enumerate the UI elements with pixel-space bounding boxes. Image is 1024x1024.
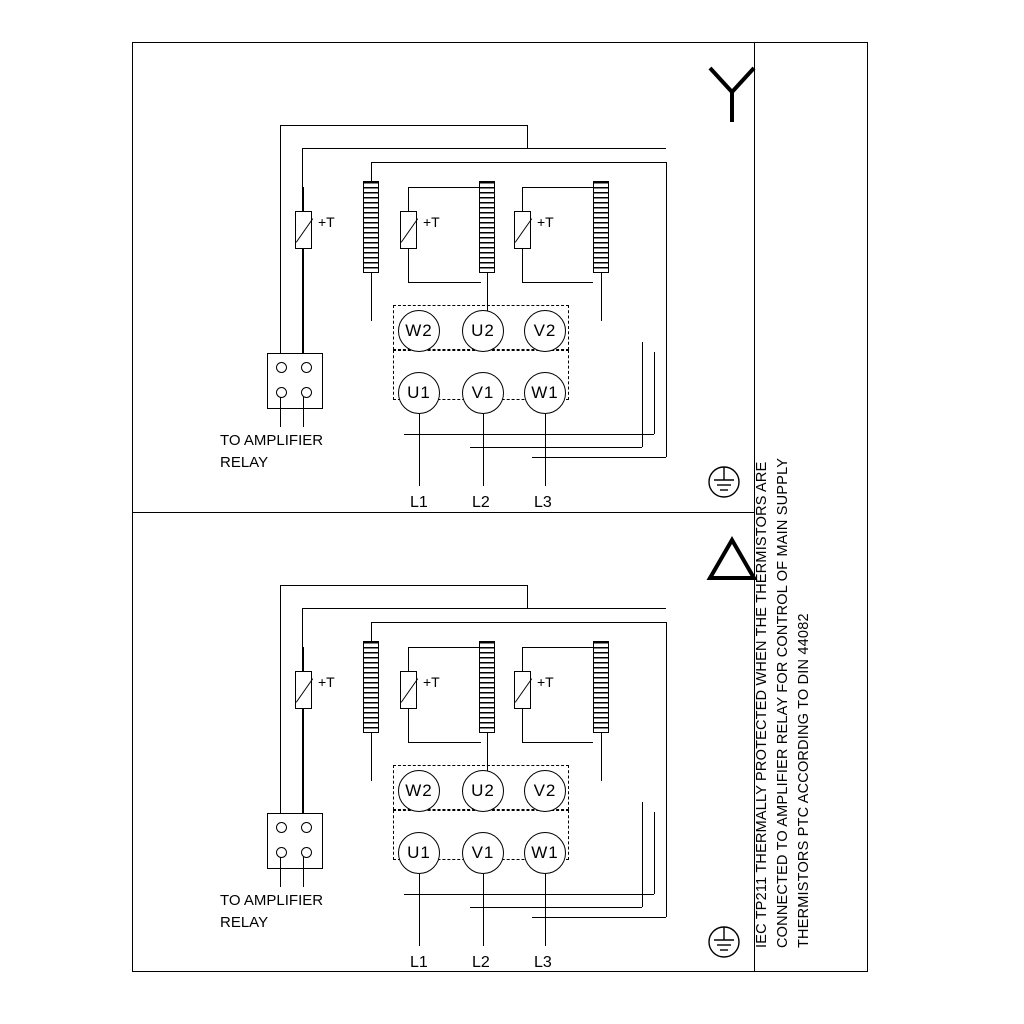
delta-connection-panel [132,512,754,982]
note-column [754,42,868,972]
thermistor-2-bottom-link [408,742,481,743]
phase-l1-lead [419,874,420,946]
coil-3-lead [601,733,602,781]
thermistor-1 [295,211,312,249]
earth-ground-symbol [704,462,744,502]
coil-3-lead [601,273,602,321]
thermistor-2 [400,211,417,249]
thermistor-3-label: +T [537,214,554,230]
relay-terminal-dot-3 [276,387,287,398]
relay-terminal-dot-2 [301,822,312,833]
note-line-2: CONNECTED TO AMPLIFIER RELAY FOR CONTROL OF MAIN SUPPLY [775,457,791,948]
winding-coil-3 [593,181,609,273]
thermistor-3 [514,671,531,709]
amplifier-label-line1: TO AMPLIFIER [220,892,324,909]
note-line-3: THERMISTORS PTC ACCORDING TO DIN 44082 [796,613,812,948]
wire-top-u2 [371,622,666,623]
thermistor-1-label: +T [318,674,335,690]
thermistor-3 [514,211,531,249]
thermistor-1 [295,671,312,709]
amplifier-label-line2: RELAY [220,914,269,931]
wire-top-u2 [371,162,666,163]
delta-connection-symbol [704,532,760,588]
phase-label-l2: L2 [472,494,490,511]
terminal-v2[interactable]: V2 [524,770,566,812]
terminal-v1[interactable]: V1 [462,372,504,414]
thermistor-2-top-link [408,187,481,188]
phase-l1-lead [419,414,420,486]
thermistor-3-top-lead [522,647,523,671]
wire-top-v2 [481,148,666,149]
phase-label-l1: L1 [410,494,428,511]
supply-wire-l1-top [280,585,527,586]
loop-wire-a [404,434,654,435]
amplifier-relay-terminal-block[interactable] [267,813,323,869]
phase-l3-lead [545,874,546,946]
thermistor-3-top-link [522,647,593,648]
phase-l2-lead [483,874,484,946]
thermistor-2-top-lead [408,647,409,671]
thermistor-3-bottom-lead [522,249,523,282]
terminal-v2[interactable]: V2 [524,310,566,352]
winding-coil-2 [479,641,495,733]
loop-wire-b [470,907,642,908]
wire-top-u2-right [666,622,667,917]
terminal-w2[interactable]: W2 [398,310,440,352]
terminal-w1[interactable]: W1 [524,372,566,414]
thermistor-3-top-lead [522,187,523,211]
thermistor-1-top-lead [303,647,304,671]
loop-wire-a-riser [654,352,655,434]
loop-wire-a [404,894,654,895]
thermistor-2 [400,671,417,709]
amplifier-label-line1: TO AMPLIFIER [220,432,324,449]
note-line-1: IEC TP211 THERMALLY PROTECTED WHEN THE THERMISTORS ARE [754,461,770,948]
loop-wire-b-riser [642,802,643,907]
phase-label-l3: L3 [534,494,552,511]
star-connection-panel [132,42,754,512]
coil-1-lead [371,733,372,781]
star-connection-symbol [704,64,760,126]
relay-terminal-dot-1 [276,822,287,833]
loop-wire-a-riser [654,812,655,894]
thermistor-2-bottom-lead [408,709,409,742]
thermistor-3-top-link [522,187,593,188]
thermistor-2-top-link [408,647,481,648]
thermistor-3-bottom-link [522,742,593,743]
winding-coil-2 [479,181,495,273]
thermistor-2-bottom-lead [408,249,409,282]
terminal-u2[interactable]: U2 [462,770,504,812]
relay-terminal-dot-2 [301,362,312,373]
terminal-u2[interactable]: U2 [462,310,504,352]
thermistor-2-top-lead [408,187,409,211]
thermistor-3-label: +T [537,674,554,690]
relay-lead-2 [303,397,304,427]
earth-ground-symbol [704,922,744,962]
winding-coil-1 [363,181,379,273]
phase-l2-lead [483,414,484,486]
loop-wire-c [532,917,666,918]
relay-lead-2 [303,857,304,887]
relay-lead-1 [280,397,281,427]
relay-terminal-dot-3 [276,847,287,858]
amplifier-relay-terminal-block[interactable] [267,353,323,409]
thermistor-2-bottom-link [408,282,481,283]
thermistor-1-top-lead [303,187,304,211]
supply-wire-l1-drop [527,125,528,148]
thermistor-3-bottom-link [522,282,593,283]
wire-top-u2-right [666,162,667,457]
loop-wire-c [532,457,666,458]
terminal-w2[interactable]: W2 [398,770,440,812]
winding-coil-3 [593,641,609,733]
coil-1-lead [371,273,372,321]
loop-wire-b [470,447,642,448]
wire-top-v2 [481,608,666,609]
terminal-w1[interactable]: W1 [524,832,566,874]
thermistor-2-label: +T [423,214,440,230]
supply-wire-l1-drop [527,585,528,608]
relay-terminal-dot-1 [276,362,287,373]
phase-label-l3: L3 [534,954,552,971]
phase-l3-lead [545,414,546,486]
terminal-u1[interactable]: U1 [398,832,440,874]
relay-lead-1 [280,857,281,887]
amplifier-label-line2: RELAY [220,454,269,471]
phase-label-l2: L2 [472,954,490,971]
thermistor-3-bottom-lead [522,709,523,742]
thermistor-2-label: +T [423,674,440,690]
terminal-v1[interactable]: V1 [462,832,504,874]
terminal-u1[interactable]: U1 [398,372,440,414]
loop-wire-b-riser [642,342,643,447]
winding-coil-1 [363,641,379,733]
thermistor-1-label: +T [318,214,335,230]
supply-wire-l1-top [280,125,527,126]
phase-label-l1: L1 [410,954,428,971]
